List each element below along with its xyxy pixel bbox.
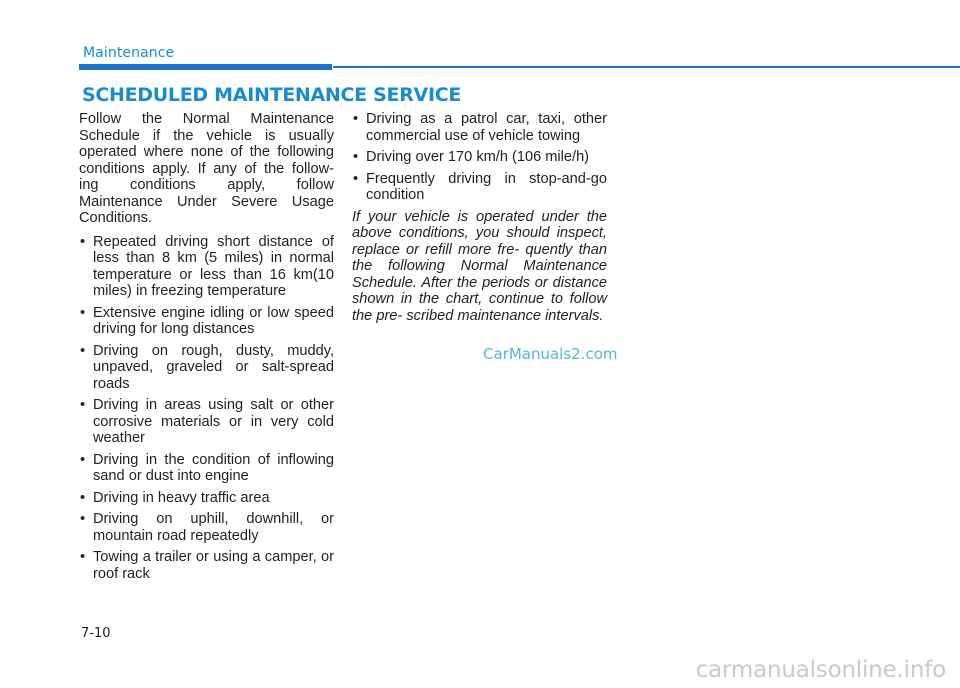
list-item (79, 549, 334, 582)
severe-conditions-list-continued (352, 111, 607, 204)
list-item (79, 234, 334, 300)
right-column (352, 111, 607, 324)
section-label: Maintenance (83, 45, 175, 61)
bullet-icon: • (80, 451, 86, 468)
list-item (79, 343, 334, 393)
severe-conditions-list (79, 234, 334, 583)
list-item (352, 111, 607, 144)
list-item-text: Driving on uphill, downhill, or mountain road repeatedly (93, 511, 334, 544)
list-item (352, 149, 607, 166)
bullet-icon: • (80, 489, 86, 506)
list-item-text: Frequently driving in stop-and-go condition (366, 170, 607, 203)
maintenance-note: If your vehicle is operated under the above conditions, you should inspect, replace or refill more fre- quently than the following Normal Maintenance Schedule. After the periods or distance shown in the chart, continue to follow the pre- scribed maintenance intervals. (352, 208, 607, 324)
bullet-icon: • (80, 549, 86, 565)
list-item (79, 305, 334, 338)
list-item-text: Driving on rough, dusty, muddy, unpaved, graveled or salt-spread roads (93, 342, 334, 392)
bullet-icon: • (80, 511, 86, 527)
footer-watermark: carmanualsonline.info (695, 657, 946, 683)
list-item-text: Extensive engine idling or low speed driving for long distances (93, 304, 334, 337)
bullet-icon: • (80, 304, 86, 321)
list-item (79, 511, 334, 544)
left-column (79, 111, 334, 587)
intro-paragraph: Follow the Normal Maintenance Schedule if the vehicle is usually operated where none of the following conditions apply. If any of the follow- ing conditions apply, follow Maintenance Under Severe Usage Conditions. (79, 111, 334, 226)
watermark-logo: CarManuals2.com (483, 345, 618, 363)
list-item (79, 490, 334, 507)
header-rule-thick (79, 64, 332, 70)
list-item (79, 397, 334, 447)
list-item (79, 452, 334, 485)
bullet-icon: • (353, 111, 359, 127)
list-item-text: Driving in the condition of inflowing sand or dust into engine (93, 451, 334, 484)
list-item-text: Towing a trailer or using a camper, or roof rack (93, 549, 334, 582)
bullet-icon: • (80, 233, 86, 250)
list-item-text: Driving as a patrol car, taxi, other commercial use of vehicle towing (366, 111, 607, 144)
list-item-text: Repeated driving short distance of less than 8 km (5 miles) in normal temperature or less than 16 km(10 miles) in freezing temperature (93, 233, 334, 299)
bullet-icon: • (353, 149, 359, 165)
header-rule-thin (333, 66, 960, 68)
page-title: SCHEDULED MAINTENANCE SERVICE (82, 84, 462, 106)
list-item (352, 171, 607, 204)
bullet-icon: • (353, 170, 359, 187)
list-item-text: Driving over 170 km/h (106 mile/h) (366, 149, 590, 165)
list-item-text: Driving in areas using salt or other corrosive materials or in very cold weather (93, 397, 334, 446)
page-number: 7-10 (81, 626, 111, 641)
list-item-text: Driving in heavy traffic area (93, 489, 270, 506)
bullet-icon: • (80, 342, 86, 359)
bullet-icon: • (80, 397, 86, 413)
